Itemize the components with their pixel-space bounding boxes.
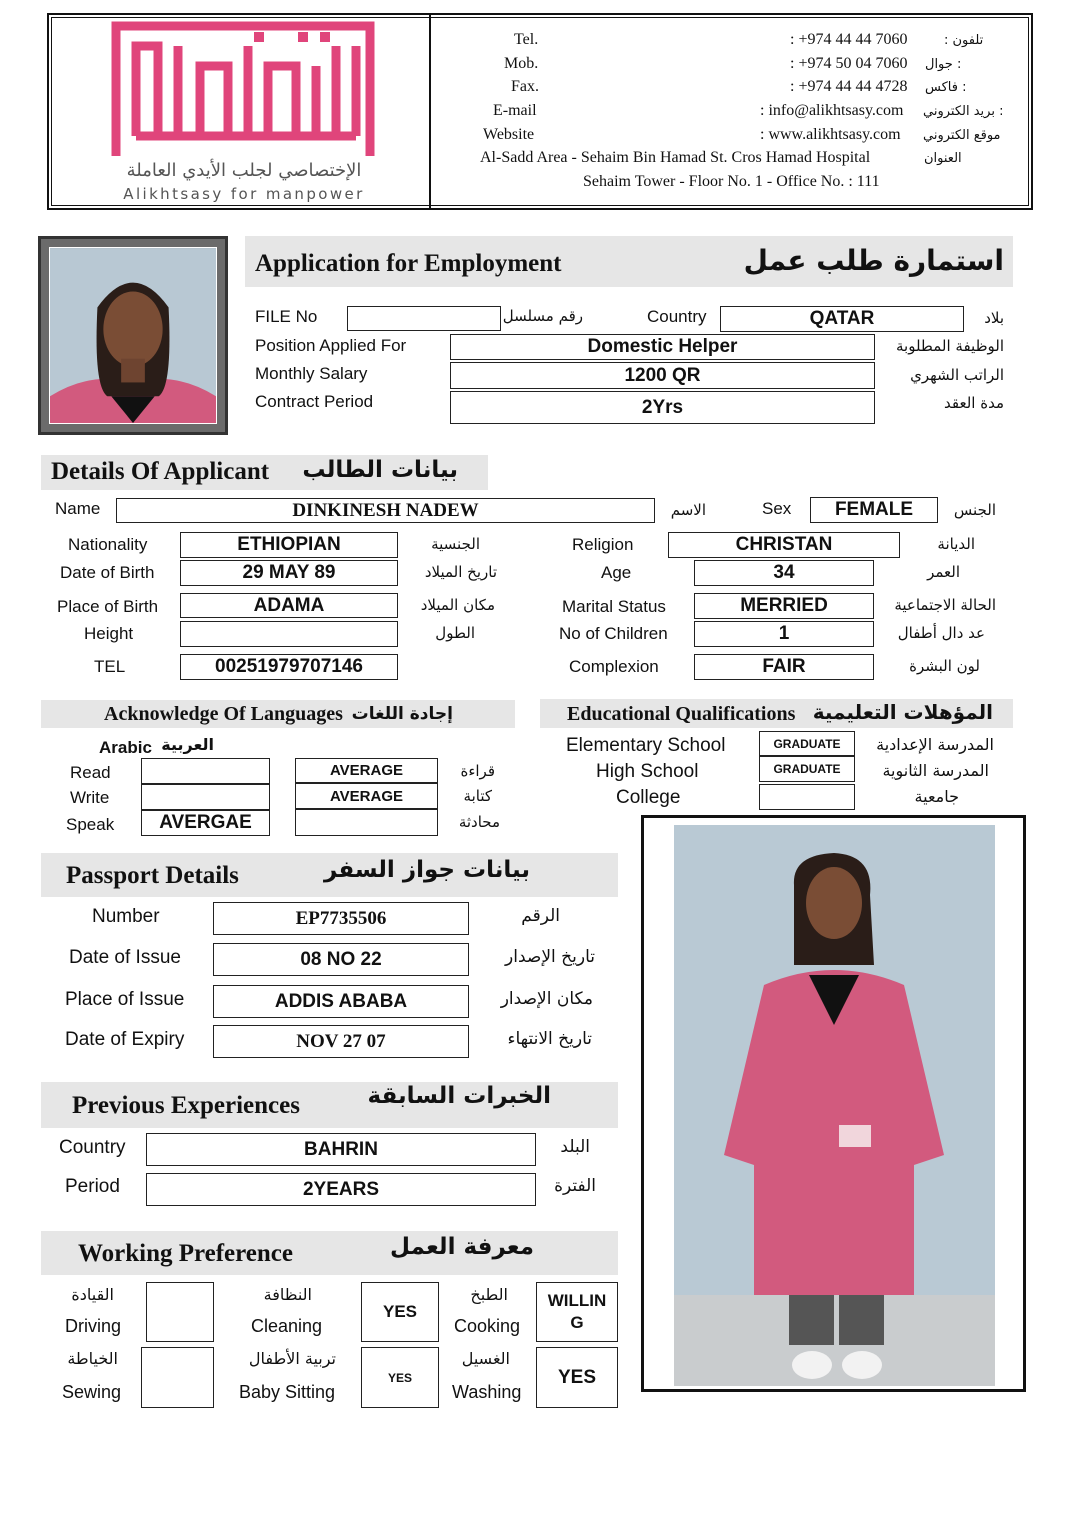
- contract-arabic: مدة العقد: [944, 394, 1004, 412]
- nationality-label: Nationality: [68, 535, 148, 554]
- cooking-field[interactable]: WILLIN G: [536, 1282, 618, 1342]
- sex-field[interactable]: FEMALE: [810, 497, 938, 523]
- arabic-label-arabic: العربية: [161, 735, 214, 754]
- email-arabic: : بريد الكتروني: [923, 104, 1004, 119]
- tel-field[interactable]: 00251979707146: [180, 654, 398, 680]
- issue-place-label: Place of Issue: [65, 989, 185, 1010]
- applicant-headshot-icon: [49, 247, 217, 424]
- country-arabic: بلاد: [984, 309, 1004, 327]
- exp-country-label: Country: [59, 1137, 126, 1158]
- working-title-arabic: معرفة العمل: [390, 1234, 534, 1260]
- name-arabic: الاسم: [670, 501, 706, 519]
- salary-label: Monthly Salary: [255, 364, 368, 383]
- driving-field[interactable]: [146, 1282, 214, 1342]
- driving-label: Driving: [65, 1316, 122, 1336]
- college-field[interactable]: [759, 784, 855, 810]
- application-title-arabic: استمارة طلب عمل: [743, 244, 1004, 277]
- baby-sitting-field[interactable]: YES: [361, 1347, 439, 1408]
- website-label: Website: [483, 126, 535, 143]
- marital-arabic: الحالة الاجتماعية: [894, 596, 996, 614]
- passport-number-field[interactable]: EP7735506: [213, 902, 469, 935]
- expiry-label: Date of Expiry: [65, 1029, 185, 1050]
- company-name-english: Alikhtsasy for manpower: [123, 185, 365, 203]
- details-title-arabic: بيانات الطالب: [302, 457, 458, 483]
- religion-field[interactable]: CHRISTAN: [668, 532, 900, 558]
- exp-country-arabic: البلد: [560, 1137, 590, 1157]
- experience-title: Previous Experiences: [72, 1092, 300, 1119]
- fax-value: : +974 44 44 4728: [790, 78, 908, 95]
- exp-period-arabic: الفترة: [554, 1176, 596, 1196]
- sewing-field[interactable]: [141, 1347, 214, 1408]
- address-line2: Sehaim Tower - Floor No. 1 - Office No. : 111: [583, 173, 880, 190]
- washing-arabic: الغسيل: [461, 1349, 510, 1368]
- religion-arabic: الديانة: [937, 535, 975, 553]
- speak-arabic-field[interactable]: AVERGAE: [141, 810, 270, 836]
- cleaning-field[interactable]: YES: [361, 1282, 439, 1342]
- email-label: E-mail: [493, 102, 537, 119]
- sex-arabic: الجنس: [953, 501, 996, 519]
- complexion-arabic: لون البشرة: [909, 657, 980, 675]
- high-school-arabic: المدرسة الثانوية: [882, 761, 989, 780]
- passport-number-arabic: الرقم: [521, 906, 560, 926]
- details-title: Details Of Applicant: [51, 458, 270, 485]
- dob-field[interactable]: 29 MAY 89: [180, 560, 398, 586]
- fax-arabic: : فاكس: [925, 80, 967, 95]
- position-arabic: الوظيفة المطلوبة: [896, 337, 1004, 355]
- baby-sitting-arabic: تربية الأطفال: [248, 1349, 336, 1368]
- nationality-arabic: الجنسية: [431, 535, 480, 553]
- driving-arabic: القيادة: [71, 1285, 114, 1304]
- file-no-arabic: رقم مسلسل: [502, 307, 583, 325]
- age-field[interactable]: 34: [694, 560, 874, 586]
- pob-label: Place of Birth: [57, 597, 159, 616]
- height-arabic: الطول: [435, 624, 475, 642]
- contract-label: Contract Period: [255, 392, 374, 411]
- issue-date-label: Date of Issue: [69, 947, 181, 968]
- read-label: Read: [70, 763, 111, 782]
- children-field[interactable]: 1: [694, 621, 874, 647]
- write-label: Write: [70, 788, 110, 807]
- complexion-label: Complexion: [569, 657, 659, 676]
- salary-field[interactable]: 1200 QR: [450, 362, 875, 389]
- dob-arabic: تاريخ الميلاد: [424, 563, 497, 581]
- passport-title-arabic: بيانات جواز السفر: [324, 857, 530, 883]
- tel-value: : +974 44 44 7060: [790, 31, 908, 48]
- address-line1: Al-Sadd Area - Sehaim Bin Hamad St. Cros Hamad Hospital: [480, 149, 871, 166]
- expiry-field[interactable]: NOV 27 07: [213, 1025, 469, 1058]
- speak-label: Speak: [66, 815, 115, 834]
- cleaning-label: Cleaning: [251, 1316, 323, 1336]
- read-arabic-field[interactable]: [141, 758, 270, 784]
- height-label: Height: [84, 624, 134, 643]
- full-body-photo: [641, 815, 1026, 1392]
- country-field[interactable]: QATAR: [720, 306, 964, 332]
- exp-period-field[interactable]: 2YEARS: [146, 1173, 536, 1206]
- college-label: College: [616, 787, 681, 808]
- write-arabic: كتابة: [463, 787, 492, 805]
- children-arabic: عد دال أطفال: [897, 624, 985, 642]
- tel-label: Tel.: [514, 31, 539, 48]
- position-label: Position Applied For: [255, 336, 407, 355]
- company-logo: [108, 18, 378, 160]
- languages-title-arabic: إجادة اللغات: [351, 704, 453, 724]
- elementary-label: Elementary School: [566, 735, 726, 756]
- washing-label: Washing: [452, 1382, 522, 1402]
- issue-date-field[interactable]: 08 NO 22: [213, 943, 469, 976]
- letterhead-divider: [429, 15, 431, 208]
- speak-arabic: محادثة: [458, 813, 500, 831]
- education-title-arabic: المؤهلات التعليمية: [812, 700, 993, 724]
- passport-number-label: Number: [92, 906, 160, 927]
- expiry-arabic: تاريخ الانتهاء: [507, 1029, 592, 1049]
- sewing-arabic: الخياطة: [67, 1349, 118, 1368]
- name-label: Name: [55, 499, 101, 518]
- read-other-field[interactable]: AVERAGE: [295, 758, 438, 783]
- mob-label: Mob.: [504, 55, 539, 72]
- email-value[interactable]: : info@alikhtsasy.com: [760, 102, 904, 119]
- portrait-photo: [38, 236, 228, 435]
- issue-place-field[interactable]: ADDIS ABABA: [213, 985, 469, 1018]
- sex-label: Sex: [762, 499, 792, 518]
- high-school-label: High School: [596, 761, 699, 782]
- tel-arabic: تلفون :: [944, 33, 984, 48]
- religion-label: Religion: [572, 535, 634, 554]
- mob-arabic: : جوال: [925, 57, 962, 72]
- website-value[interactable]: : www.alikhtsasy.com: [760, 126, 901, 143]
- speak-other-field[interactable]: [295, 809, 438, 836]
- file-no-label: FILE No: [255, 307, 318, 326]
- website-arabic: موقع الكتروني: [923, 128, 1001, 143]
- issue-date-arabic: تاريخ الإصدار: [505, 947, 595, 967]
- elementary-field[interactable]: GRADUATE: [759, 731, 855, 756]
- application-title: Application for Employment: [255, 250, 562, 277]
- contract-field[interactable]: 2Yrs: [450, 391, 875, 424]
- exp-period-label: Period: [65, 1176, 120, 1197]
- file-no-field[interactable]: [347, 306, 501, 331]
- languages-title: Acknowledge Of Languages: [104, 703, 343, 725]
- name-field[interactable]: DINKINESH NADEW: [116, 498, 655, 523]
- write-arabic-field[interactable]: [141, 784, 270, 810]
- issue-place-arabic: مكان الإصدار: [500, 989, 593, 1009]
- age-label: Age: [601, 563, 632, 582]
- salary-arabic: الراتب الشهري: [910, 366, 1004, 384]
- logo-mark-icon: [108, 18, 378, 160]
- experience-title-arabic: الخبرات السابقة: [367, 1083, 551, 1109]
- high-school-field[interactable]: GRADUATE: [759, 756, 855, 782]
- country-label: Country: [647, 307, 707, 326]
- tel-field-label: TEL: [94, 657, 126, 676]
- marital-label: Marital Status: [562, 597, 666, 616]
- cooking-label: Cooking: [454, 1316, 521, 1336]
- pob-field[interactable]: ADAMA: [180, 593, 398, 618]
- position-field[interactable]: Domestic Helper: [450, 334, 875, 360]
- working-title: Working Preference: [78, 1240, 293, 1267]
- exp-country-field[interactable]: BAHRIN: [146, 1133, 536, 1166]
- arabic-label: Arabic: [99, 738, 152, 757]
- address-arabic: العنوان: [924, 151, 962, 166]
- company-name-arabic: الإختصاصي لجلب الأيدي العاملة: [126, 160, 362, 181]
- height-field[interactable]: [180, 621, 398, 647]
- passport-title: Passport Details: [66, 862, 239, 889]
- pob-arabic: مكان الميلاد: [420, 596, 495, 614]
- baby-sitting-label: Baby Sitting: [239, 1382, 336, 1402]
- age-arabic: العمر: [927, 563, 960, 581]
- children-label: No of Children: [559, 624, 668, 643]
- mob-value: : +974 50 04 7060: [790, 55, 908, 72]
- sewing-label: Sewing: [62, 1382, 122, 1402]
- washing-field[interactable]: YES: [536, 1347, 618, 1408]
- fax-label: Fax.: [511, 78, 539, 95]
- cooking-arabic: الطبخ: [470, 1285, 508, 1304]
- applicant-fullbody-icon: [674, 825, 995, 1386]
- marital-field[interactable]: MERRIED: [694, 593, 874, 619]
- complexion-field[interactable]: FAIR: [694, 654, 874, 680]
- write-other-field[interactable]: AVERAGE: [295, 783, 438, 809]
- education-title: Educational Qualifications: [567, 703, 796, 725]
- college-arabic: جامعية: [914, 787, 959, 806]
- dob-label: Date of Birth: [60, 563, 155, 582]
- read-arabic: قراءة: [460, 762, 495, 780]
- nationality-field[interactable]: ETHIOPIAN: [180, 532, 398, 558]
- elementary-arabic: المدرسة الإعدادية: [876, 735, 994, 754]
- cleaning-arabic: النظافة: [263, 1285, 312, 1304]
